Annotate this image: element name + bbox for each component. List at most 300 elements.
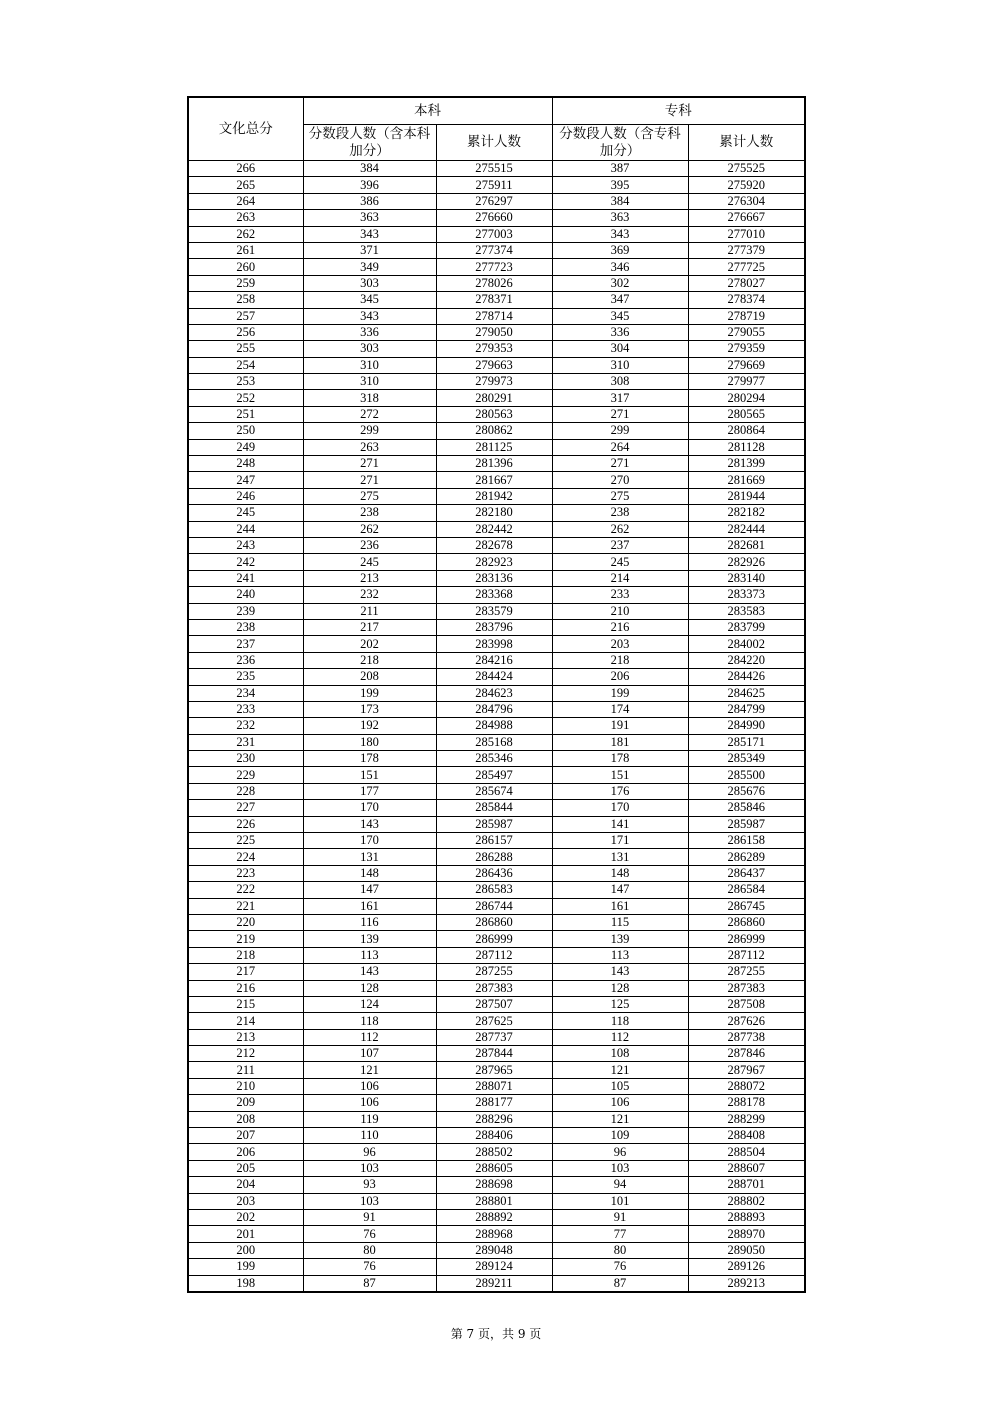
cell-total-score: 229 [188,767,303,783]
cell-zhuanke-cumulative: 287112 [688,947,805,963]
cell-benke-cumulative: 279973 [436,374,552,390]
cell-benke-cumulative: 282678 [436,537,552,553]
cell-total-score: 243 [188,537,303,553]
cell-benke-segment: 110 [303,1128,436,1144]
header-benke-segment: 分数段人数（含本科加分） [303,125,436,161]
table-row [188,980,805,996]
cell-benke-cumulative: 287507 [436,996,552,1012]
cell-zhuanke-cumulative: 279977 [688,374,805,390]
table-row [188,357,805,373]
cell-total-score: 206 [188,1144,303,1160]
cell-zhuanke-segment: 148 [552,865,688,881]
cell-benke-cumulative: 288698 [436,1177,552,1193]
cell-zhuanke-segment: 108 [552,1046,688,1062]
cell-total-score: 215 [188,996,303,1012]
cell-benke-segment: 386 [303,193,436,209]
cell-total-score: 232 [188,718,303,734]
cell-zhuanke-segment: 346 [552,259,688,275]
cell-benke-cumulative: 281396 [436,456,552,472]
cell-benke-cumulative: 279050 [436,324,552,340]
cell-zhuanke-cumulative: 279669 [688,357,805,373]
cell-benke-segment: 106 [303,1078,436,1094]
page-footer: 第 7 页，共 9 页 [450,1327,542,1341]
table-row [188,849,805,865]
cell-benke-cumulative: 288605 [436,1160,552,1176]
cell-zhuanke-segment: 76 [552,1259,688,1275]
cell-benke-segment: 139 [303,931,436,947]
cell-benke-segment: 113 [303,947,436,963]
cell-zhuanke-cumulative: 283799 [688,619,805,635]
cell-zhuanke-cumulative: 286999 [688,931,805,947]
cell-zhuanke-cumulative: 289213 [688,1275,805,1292]
table-row [188,914,805,930]
header-zhuanke-segment: 分数段人数（含专科加分） [552,125,688,161]
cell-zhuanke-segment: 113 [552,947,688,963]
cell-zhuanke-segment: 238 [552,505,688,521]
cell-total-score: 244 [188,521,303,537]
cell-total-score: 217 [188,964,303,980]
cell-benke-segment: 143 [303,816,436,832]
cell-zhuanke-cumulative: 284625 [688,685,805,701]
cell-benke-cumulative: 288071 [436,1078,552,1094]
cell-benke-segment: 271 [303,456,436,472]
cell-benke-segment: 310 [303,374,436,390]
cell-total-score: 224 [188,849,303,865]
cell-zhuanke-cumulative: 280864 [688,423,805,439]
cell-total-score: 238 [188,619,303,635]
cell-zhuanke-cumulative: 285987 [688,816,805,832]
cell-zhuanke-segment: 345 [552,308,688,324]
cell-zhuanke-segment: 395 [552,177,688,193]
cell-total-score: 204 [188,1177,303,1193]
cell-total-score: 209 [188,1095,303,1111]
cell-total-score: 198 [188,1275,303,1292]
cell-benke-segment: 245 [303,554,436,570]
cell-benke-segment: 173 [303,701,436,717]
header-total-score: 文化总分 [188,97,303,161]
table-row [188,308,805,324]
cell-total-score: 265 [188,177,303,193]
cell-benke-segment: 151 [303,767,436,783]
cell-total-score: 248 [188,456,303,472]
cell-total-score: 247 [188,472,303,488]
table-row [188,1144,805,1160]
table-row [188,259,805,275]
cell-zhuanke-segment: 118 [552,1013,688,1029]
cell-total-score: 233 [188,701,303,717]
table-row [188,816,805,832]
table-row [188,1046,805,1062]
cell-total-score: 260 [188,259,303,275]
cell-zhuanke-segment: 87 [552,1275,688,1292]
cell-zhuanke-cumulative: 278374 [688,292,805,308]
cell-total-score: 230 [188,751,303,767]
cell-benke-segment: 128 [303,980,436,996]
cell-total-score: 241 [188,570,303,586]
cell-benke-segment: 318 [303,390,436,406]
table-row [188,341,805,357]
cell-benke-cumulative: 289048 [436,1242,552,1258]
table-row [188,1210,805,1226]
table-row [188,554,805,570]
cell-zhuanke-segment: 80 [552,1242,688,1258]
cell-zhuanke-cumulative: 279055 [688,324,805,340]
table-row [188,1111,805,1127]
table-row [188,636,805,652]
table-row [188,669,805,685]
cell-zhuanke-segment: 121 [552,1111,688,1127]
cell-benke-segment: 121 [303,1062,436,1078]
cell-benke-cumulative: 285168 [436,734,552,750]
cell-zhuanke-cumulative: 288178 [688,1095,805,1111]
cell-total-score: 256 [188,324,303,340]
cell-benke-segment: 170 [303,833,436,849]
cell-zhuanke-segment: 106 [552,1095,688,1111]
table-row [188,1193,805,1209]
cell-total-score: 213 [188,1029,303,1045]
table-row [188,931,805,947]
cell-benke-cumulative: 288892 [436,1210,552,1226]
cell-zhuanke-segment: 109 [552,1128,688,1144]
cell-benke-segment: 87 [303,1275,436,1292]
cell-benke-segment: 106 [303,1095,436,1111]
cell-benke-segment: 217 [303,619,436,635]
cell-benke-cumulative: 286583 [436,882,552,898]
table-row [188,1177,805,1193]
cell-benke-segment: 103 [303,1160,436,1176]
cell-benke-cumulative: 281667 [436,472,552,488]
cell-zhuanke-cumulative: 287967 [688,1062,805,1078]
cell-zhuanke-cumulative: 280565 [688,406,805,422]
cell-zhuanke-cumulative: 285846 [688,800,805,816]
table-row [188,1029,805,1045]
cell-total-score: 218 [188,947,303,963]
cell-zhuanke-segment: 101 [552,1193,688,1209]
cell-benke-segment: 76 [303,1259,436,1275]
cell-benke-segment: 147 [303,882,436,898]
cell-benke-segment: 236 [303,537,436,553]
cell-zhuanke-cumulative: 287383 [688,980,805,996]
cell-zhuanke-segment: 181 [552,734,688,750]
cell-zhuanke-cumulative: 277010 [688,226,805,242]
cell-total-score: 201 [188,1226,303,1242]
header-group-benke: 本科 [303,97,552,125]
cell-benke-cumulative: 277003 [436,226,552,242]
cell-zhuanke-cumulative: 285171 [688,734,805,750]
cell-total-score: 222 [188,882,303,898]
cell-zhuanke-cumulative: 288072 [688,1078,805,1094]
table-row [188,800,805,816]
cell-benke-cumulative: 286288 [436,849,552,865]
cell-total-score: 216 [188,980,303,996]
cell-zhuanke-cumulative: 289050 [688,1242,805,1258]
cell-benke-cumulative: 279353 [436,341,552,357]
cell-benke-segment: 213 [303,570,436,586]
cell-zhuanke-cumulative: 285349 [688,751,805,767]
table-row [188,472,805,488]
cell-zhuanke-cumulative: 280294 [688,390,805,406]
cell-zhuanke-segment: 384 [552,193,688,209]
table-row [188,292,805,308]
cell-benke-segment: 336 [303,324,436,340]
cell-benke-cumulative: 282923 [436,554,552,570]
cell-total-score: 246 [188,488,303,504]
cell-zhuanke-cumulative: 286289 [688,849,805,865]
cell-benke-cumulative: 288502 [436,1144,552,1160]
cell-benke-cumulative: 283136 [436,570,552,586]
table-row [188,226,805,242]
cell-zhuanke-segment: 141 [552,816,688,832]
cell-zhuanke-segment: 275 [552,488,688,504]
table-row [188,161,805,177]
cell-zhuanke-cumulative: 282926 [688,554,805,570]
table-row [188,521,805,537]
cell-zhuanke-cumulative: 286745 [688,898,805,914]
table-header [188,97,805,161]
table-row [188,488,805,504]
cell-total-score: 225 [188,833,303,849]
table-row [188,423,805,439]
cell-benke-cumulative: 285987 [436,816,552,832]
cell-benke-cumulative: 283368 [436,587,552,603]
cell-zhuanke-cumulative: 283583 [688,603,805,619]
cell-zhuanke-segment: 170 [552,800,688,816]
cell-total-score: 257 [188,308,303,324]
cell-zhuanke-segment: 308 [552,374,688,390]
cell-zhuanke-cumulative: 288701 [688,1177,805,1193]
table-row [188,324,805,340]
cell-benke-cumulative: 276297 [436,193,552,209]
cell-total-score: 250 [188,423,303,439]
cell-benke-cumulative: 284424 [436,669,552,685]
cell-zhuanke-cumulative: 288408 [688,1128,805,1144]
table-body [188,161,805,1292]
cell-benke-segment: 192 [303,718,436,734]
cell-zhuanke-cumulative: 281128 [688,439,805,455]
cell-zhuanke-segment: 245 [552,554,688,570]
cell-zhuanke-segment: 96 [552,1144,688,1160]
cell-benke-cumulative: 278026 [436,275,552,291]
cell-benke-cumulative: 288801 [436,1193,552,1209]
cell-benke-cumulative: 287625 [436,1013,552,1029]
cell-benke-segment: 218 [303,652,436,668]
cell-benke-cumulative: 281125 [436,439,552,455]
cell-benke-segment: 384 [303,161,436,177]
table-row [188,947,805,963]
cell-total-score: 223 [188,865,303,881]
cell-benke-segment: 275 [303,488,436,504]
cell-benke-segment: 107 [303,1046,436,1062]
cell-zhuanke-cumulative: 284220 [688,652,805,668]
cell-benke-segment: 161 [303,898,436,914]
cell-benke-cumulative: 283579 [436,603,552,619]
cell-benke-segment: 371 [303,242,436,258]
cell-benke-cumulative: 288177 [436,1095,552,1111]
cell-zhuanke-cumulative: 281669 [688,472,805,488]
cell-zhuanke-cumulative: 286584 [688,882,805,898]
cell-zhuanke-cumulative: 288802 [688,1193,805,1209]
cell-total-score: 211 [188,1062,303,1078]
cell-benke-segment: 170 [303,800,436,816]
cell-total-score: 203 [188,1193,303,1209]
table-row [188,1128,805,1144]
cell-benke-cumulative: 286860 [436,914,552,930]
cell-zhuanke-cumulative: 287846 [688,1046,805,1062]
cell-benke-segment: 211 [303,603,436,619]
cell-zhuanke-segment: 299 [552,423,688,439]
cell-total-score: 251 [188,406,303,422]
cell-total-score: 239 [188,603,303,619]
cell-total-score: 202 [188,1210,303,1226]
cell-benke-cumulative: 285674 [436,783,552,799]
cell-total-score: 210 [188,1078,303,1094]
cell-benke-segment: 177 [303,783,436,799]
header-group-zhuanke: 专科 [552,97,805,125]
cell-zhuanke-segment: 77 [552,1226,688,1242]
cell-benke-cumulative: 287112 [436,947,552,963]
cell-benke-segment: 232 [303,587,436,603]
cell-benke-cumulative: 282180 [436,505,552,521]
cell-benke-cumulative: 287965 [436,1062,552,1078]
cell-zhuanke-segment: 270 [552,472,688,488]
table-row [188,1013,805,1029]
cell-zhuanke-segment: 302 [552,275,688,291]
table-row [188,390,805,406]
cell-total-score: 242 [188,554,303,570]
cell-benke-cumulative: 281942 [436,488,552,504]
cell-zhuanke-segment: 115 [552,914,688,930]
cell-benke-cumulative: 284623 [436,685,552,701]
cell-zhuanke-segment: 94 [552,1177,688,1193]
table-row [188,1062,805,1078]
cell-zhuanke-segment: 387 [552,161,688,177]
cell-zhuanke-segment: 128 [552,980,688,996]
cell-benke-segment: 202 [303,636,436,652]
cell-total-score: 240 [188,587,303,603]
cell-zhuanke-segment: 237 [552,537,688,553]
cell-zhuanke-segment: 139 [552,931,688,947]
cell-zhuanke-cumulative: 282681 [688,537,805,553]
cell-zhuanke-segment: 125 [552,996,688,1012]
cell-total-score: 212 [188,1046,303,1062]
cell-benke-cumulative: 279663 [436,357,552,373]
cell-zhuanke-cumulative: 282182 [688,505,805,521]
cell-zhuanke-cumulative: 284990 [688,718,805,734]
cell-benke-cumulative: 283998 [436,636,552,652]
table-row [188,898,805,914]
cell-total-score: 220 [188,914,303,930]
cell-benke-segment: 76 [303,1226,436,1242]
table-row [188,865,805,881]
cell-benke-cumulative: 285497 [436,767,552,783]
table-row [188,1095,805,1111]
cell-benke-segment: 303 [303,275,436,291]
cell-zhuanke-segment: 203 [552,636,688,652]
cell-zhuanke-segment: 216 [552,619,688,635]
header-benke-cumulative: 累计人数 [436,125,552,161]
cell-benke-cumulative: 275515 [436,161,552,177]
cell-zhuanke-cumulative: 277725 [688,259,805,275]
cell-benke-cumulative: 288296 [436,1111,552,1127]
table-row [188,767,805,783]
cell-zhuanke-cumulative: 285500 [688,767,805,783]
cell-benke-cumulative: 289124 [436,1259,552,1275]
cell-benke-segment: 131 [303,849,436,865]
table-row [188,439,805,455]
table-row [188,537,805,553]
cell-total-score: 234 [188,685,303,701]
cell-benke-segment: 180 [303,734,436,750]
cell-zhuanke-segment: 103 [552,1160,688,1176]
cell-zhuanke-cumulative: 275920 [688,177,805,193]
cell-zhuanke-cumulative: 288504 [688,1144,805,1160]
cell-zhuanke-cumulative: 285676 [688,783,805,799]
cell-benke-cumulative: 284796 [436,701,552,717]
cell-zhuanke-segment: 131 [552,849,688,865]
cell-zhuanke-segment: 199 [552,685,688,701]
cell-total-score: 245 [188,505,303,521]
cell-benke-cumulative: 275911 [436,177,552,193]
cell-zhuanke-segment: 171 [552,833,688,849]
cell-benke-segment: 345 [303,292,436,308]
cell-zhuanke-cumulative: 283373 [688,587,805,603]
cell-benke-segment: 343 [303,308,436,324]
cell-zhuanke-cumulative: 288893 [688,1210,805,1226]
cell-zhuanke-cumulative: 286437 [688,865,805,881]
cell-zhuanke-cumulative: 288607 [688,1160,805,1176]
cell-zhuanke-cumulative: 287626 [688,1013,805,1029]
cell-zhuanke-segment: 210 [552,603,688,619]
cell-zhuanke-cumulative: 287255 [688,964,805,980]
cell-benke-segment: 80 [303,1242,436,1258]
cell-zhuanke-cumulative: 286860 [688,914,805,930]
cell-zhuanke-cumulative: 283140 [688,570,805,586]
cell-benke-segment: 396 [303,177,436,193]
table-row [188,210,805,226]
cell-zhuanke-segment: 161 [552,898,688,914]
cell-benke-cumulative: 287383 [436,980,552,996]
cell-benke-segment: 143 [303,964,436,980]
cell-zhuanke-segment: 91 [552,1210,688,1226]
cell-total-score: 264 [188,193,303,209]
table-row [188,275,805,291]
cell-zhuanke-cumulative: 278027 [688,275,805,291]
cell-zhuanke-cumulative: 284002 [688,636,805,652]
cell-zhuanke-cumulative: 289126 [688,1259,805,1275]
cell-total-score: 254 [188,357,303,373]
cell-total-score: 236 [188,652,303,668]
cell-benke-segment: 238 [303,505,436,521]
cell-zhuanke-segment: 369 [552,242,688,258]
cell-zhuanke-cumulative: 287508 [688,996,805,1012]
cell-total-score: 262 [188,226,303,242]
table-row [188,587,805,603]
cell-zhuanke-cumulative: 288970 [688,1226,805,1242]
cell-benke-cumulative: 278714 [436,308,552,324]
cell-zhuanke-cumulative: 284426 [688,669,805,685]
cell-benke-cumulative: 287255 [436,964,552,980]
cell-benke-cumulative: 287737 [436,1029,552,1045]
cell-zhuanke-cumulative: 287738 [688,1029,805,1045]
cell-benke-cumulative: 277723 [436,259,552,275]
cell-total-score: 214 [188,1013,303,1029]
table-row [188,734,805,750]
cell-zhuanke-segment: 191 [552,718,688,734]
table-row [188,1259,805,1275]
cell-benke-segment: 116 [303,914,436,930]
cell-zhuanke-segment: 143 [552,964,688,980]
cell-zhuanke-cumulative: 278719 [688,308,805,324]
